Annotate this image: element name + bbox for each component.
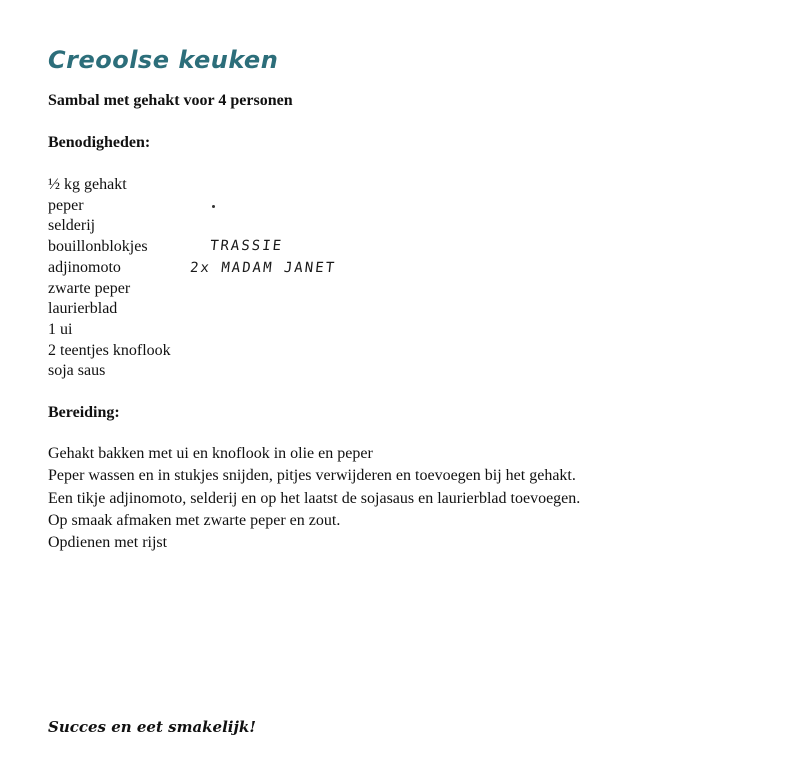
ingredients-list <box>48 175 171 382</box>
preparation-steps <box>48 443 580 554</box>
handwritten-note-trassie: TRASSIE <box>209 238 284 254</box>
preparation-step: Op smaak afmaken met zwarte peper en zout. <box>48 511 341 529</box>
page-heading: Creoolse keuken <box>48 46 279 74</box>
recipe-title: Sambal met gehakt voor 4 personen <box>48 92 293 109</box>
ingredients-label: Benodigheden: <box>48 134 151 151</box>
ingredient-item: adjinomoto <box>48 258 121 276</box>
preparation-step: Peper wassen en in stukjes snijden, pitjes verwijderen en toevoegen bij het gehakt. <box>48 467 576 485</box>
ingredient-item: bouillonblokjes <box>48 238 148 256</box>
preparation-step: Een tikje adjinomoto, selderij en op het laatst de sojasaus en laurierblad toevoegen. <box>48 489 581 507</box>
ingredient-item: ½ kg gehakt <box>48 176 127 193</box>
ingredient-item: selderij <box>48 217 96 235</box>
preparation-label: Bereiding: <box>48 404 120 421</box>
preparation-step: Opdienen met rijst <box>48 534 168 552</box>
ingredient-item: peper <box>48 196 84 214</box>
ingredient-item: 1 ui <box>48 320 73 338</box>
ingredient-item: laurierblad <box>48 300 118 318</box>
ingredient-item: zwarte peper <box>48 279 131 297</box>
pen-mark <box>212 205 215 208</box>
ingredient-item: soja saus <box>48 362 106 380</box>
ingredient-item: 2 teentjes knoflook <box>48 341 171 359</box>
handwritten-note-madam-janet: 2x MADAM JANET <box>189 260 337 276</box>
preparation-step: Gehakt bakken met ui en knoflook in olie en peper <box>48 445 373 462</box>
closing-wish: Succes en eet smakelijk! <box>48 718 256 736</box>
